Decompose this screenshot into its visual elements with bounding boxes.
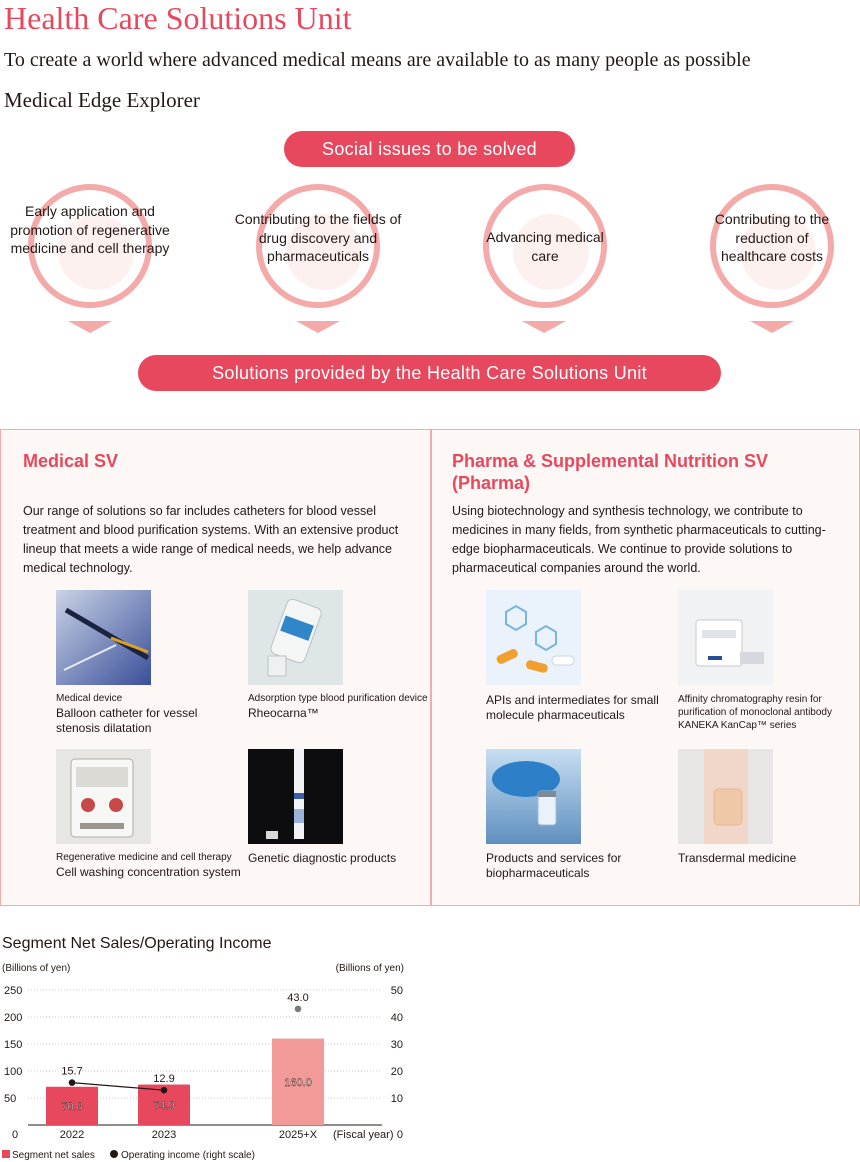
x-tick-label: 2023	[151, 1129, 177, 1141]
issue-healthcare-costs	[710, 184, 834, 308]
solutions-panel	[0, 429, 860, 906]
page-title: Health Care Solutions Unit	[4, 0, 352, 36]
x-axis-suffix: (Fiscal year)	[333, 1129, 394, 1141]
right-tick-label: 10	[390, 1093, 403, 1105]
arrow-down-icon	[296, 321, 340, 333]
kancap-resin-image	[678, 590, 773, 685]
medical-sv-description: Our range of solutions so far includes catheters for blood vessel treatment and blood purification systems. With an extensive product lineup that meets a wide range of medical needs, we help advance medical technology.	[23, 504, 399, 575]
legend-label-net-sales: Segment net sales	[12, 1150, 95, 1161]
product-category: Adsorption type blood purification device	[248, 693, 428, 704]
product-name: Balloon catheter for vessel stenosis dilatation	[56, 706, 198, 735]
rheocarna-image	[248, 590, 343, 685]
point-data-label: 43.0	[287, 991, 309, 1004]
apis-intermediates-image	[486, 590, 581, 685]
page-tagline: Medical Edge Explorer	[4, 88, 200, 112]
issue-label: Advancing medical care	[486, 229, 604, 264]
left-axis-label: (Billions of yen)	[2, 963, 71, 974]
product-name: Products and services for biopharmaceuticals	[486, 851, 622, 880]
left-tick-label: 100	[4, 1066, 23, 1078]
operating-income-point	[161, 1087, 168, 1094]
cell-washing-system-image	[56, 749, 151, 844]
issue-label: Contributing to the fields of drug discovery and pharmaceuticals	[234, 211, 402, 264]
arrow-down-icon	[68, 321, 112, 333]
genetic-diagnostic-image	[248, 749, 343, 844]
product-name: Rheocarna™	[248, 706, 319, 720]
product-name: Affinity chromatography resin for purification of monoclonal antibody KANEKA KanCap™ series	[678, 694, 832, 731]
pharma-sv-description: Using biotechnology and synthesis technology, we contribute to medicines in many fields, from synthetic pharmaceuticals to cutting-edge biopharmaceuticals. We continue to provide solutions to pharmaceutical companies around the world.	[452, 504, 826, 575]
left-tick-label: 150	[4, 1039, 23, 1051]
pharma-sv-title: Pharma & Supplemental Nutrition SV (Pharma)	[452, 451, 769, 493]
left-tick-label: 50	[4, 1093, 17, 1105]
right-tick-label: 40	[390, 1012, 403, 1024]
right-tick-label: 30	[390, 1039, 403, 1051]
bar-data-label: 74.9	[153, 1099, 175, 1112]
operating-income-point	[295, 1006, 302, 1013]
arrow-down-icon	[750, 321, 794, 333]
page-subtitle: To create a world where advanced medical means are available to as many people as possible	[4, 49, 751, 71]
issue-label: Early application and promotion of regenerative medicine and cell therapy	[10, 203, 170, 256]
arrow-down-icon	[522, 321, 566, 333]
bar-data-label: 70.8	[61, 1100, 83, 1113]
bar-data-label: 160.0	[284, 1076, 312, 1089]
panel-divider	[430, 430, 432, 905]
solutions-heading: Solutions provided by the Health Care Solutions Unit	[138, 355, 721, 391]
product-category: Regenerative medicine and cell therapy	[56, 852, 232, 863]
legend-label-operating-income: Operating income (right scale)	[121, 1150, 255, 1161]
product-category: Medical device	[56, 693, 123, 704]
transdermal-medicine-image	[678, 749, 773, 844]
product-name: APIs and intermediates for small molecule pharmaceuticals	[486, 693, 659, 722]
biopharmaceuticals-image	[486, 749, 581, 844]
point-data-label: 15.7	[61, 1065, 83, 1078]
issue-label: Contributing to the reduction of healthcare costs	[714, 211, 830, 264]
legend-swatch-operating-income	[110, 1150, 118, 1158]
issue-medical-care	[483, 184, 607, 308]
medical-sv-title: Medical SV	[23, 451, 119, 471]
right-axis-label: (Billions of yen)	[335, 963, 404, 974]
right-tick-label: 0	[396, 1129, 403, 1141]
left-tick-label: 0	[12, 1129, 19, 1141]
right-tick-label: 20	[390, 1066, 403, 1078]
right-tick-label: 50	[390, 985, 403, 997]
x-tick-label: 2022	[59, 1129, 85, 1141]
x-tick-label: 2025+X	[278, 1129, 318, 1141]
balloon-catheter-image	[56, 590, 151, 685]
social-issues-heading: Social issues to be solved	[284, 131, 575, 167]
product-name: Transdermal medicine	[678, 851, 797, 865]
left-tick-label: 250	[4, 985, 23, 997]
point-data-label: 12.9	[153, 1073, 175, 1086]
issue-drug-discovery	[234, 184, 402, 308]
chart-title: Segment Net Sales/Operating Income	[2, 935, 272, 952]
segment-chart	[0, 958, 430, 1162]
legend-swatch-net-sales	[2, 1150, 10, 1158]
left-tick-label: 200	[4, 1012, 23, 1024]
issue-regenerative-medicine	[10, 184, 170, 308]
product-name: Genetic diagnostic products	[248, 851, 397, 865]
operating-income-point	[69, 1079, 76, 1086]
product-name: Cell washing concentration system	[56, 865, 241, 879]
